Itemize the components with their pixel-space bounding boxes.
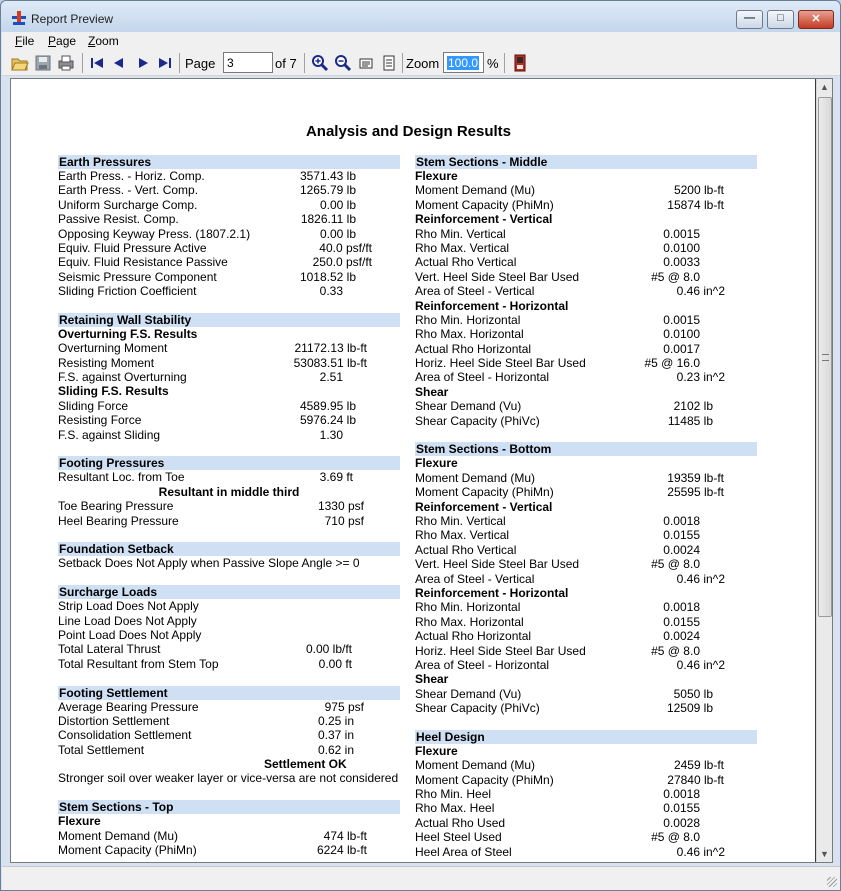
section-header: Footing Pressures xyxy=(58,456,400,470)
result-value: 40.0 psf/ft xyxy=(319,240,372,255)
result-value: 0.23 in^2 xyxy=(676,370,725,385)
page-count-label: of 7 xyxy=(275,56,297,71)
result-value: 6224 lb-ft xyxy=(316,843,367,858)
result-value: 0.00 ft xyxy=(318,656,352,671)
result-label: F.S. against Overturning xyxy=(58,370,187,385)
page-number-input[interactable]: 3 xyxy=(223,52,273,73)
subsection-title xyxy=(415,456,757,470)
result-value: #5 @ 16.0 xyxy=(644,356,700,371)
result-label: Resultant Loc. from Toe xyxy=(58,470,185,485)
result-row xyxy=(58,270,400,284)
result-value: 710 psf xyxy=(324,513,364,528)
result-row xyxy=(58,700,400,714)
zoom-label: Zoom xyxy=(406,56,440,71)
result-row xyxy=(415,528,757,542)
toolbar-separator xyxy=(402,53,403,73)
result-label: Earth Press. - Horiz. Comp. xyxy=(58,169,205,183)
result-value: #5 @ 8.0 xyxy=(651,643,700,658)
result-label: Total Resultant from Stem Top xyxy=(58,656,219,671)
result-label: Rho Max. Vertical xyxy=(415,240,510,255)
result-label: Horiz. Heel Side Steel Bar Used xyxy=(415,643,586,658)
result-row xyxy=(415,615,757,629)
toolbar-separator xyxy=(82,53,83,73)
section-header: Stem Sections - Bottom xyxy=(415,442,757,456)
result-value: 0.46 in^2 xyxy=(676,844,725,859)
result-row xyxy=(58,241,400,255)
result-value: 2459 lb-ft xyxy=(673,758,724,773)
result-row xyxy=(58,341,400,355)
result-row xyxy=(58,771,400,785)
result-value: 0.00 lb xyxy=(319,197,356,212)
report-page xyxy=(11,79,816,863)
result-value: 1826.11 lb xyxy=(300,212,356,227)
result-value: 1330 psf xyxy=(317,499,364,514)
toolbar-separator xyxy=(504,53,505,73)
window-title: Report Preview xyxy=(31,12,114,26)
subsection-title xyxy=(415,385,757,399)
result-value: 474 lb-ft xyxy=(323,828,367,843)
result-value: 3.69 ft xyxy=(319,470,353,485)
result-label: Equiv. Fluid Resistance Passive xyxy=(58,255,228,270)
result-row xyxy=(415,270,757,284)
status-message: Settlement OK xyxy=(264,757,347,772)
next-page-icon[interactable] xyxy=(134,54,152,72)
subsection-title xyxy=(415,169,757,183)
result-value: 0.46 in^2 xyxy=(676,284,725,299)
resize-grip-icon[interactable] xyxy=(827,877,837,887)
result-row xyxy=(58,599,400,613)
result-row xyxy=(58,728,400,742)
result-label: Heel Steel Used xyxy=(415,830,502,845)
result-label: Shear Capacity (PhiVc) xyxy=(415,701,540,716)
result-row xyxy=(415,758,757,772)
result-label: Rho Max. Horizontal xyxy=(415,614,524,629)
result-row xyxy=(58,829,400,843)
minimize-icon: — xyxy=(744,12,755,24)
spacer xyxy=(58,299,400,313)
result-row xyxy=(415,644,757,658)
scroll-thumb[interactable] xyxy=(818,97,832,617)
result-label: Passive Resist. Comp. xyxy=(58,212,179,227)
result-row xyxy=(58,198,400,212)
result-label: Reinforcement - Vertical xyxy=(415,212,553,227)
result-label: Distortion Settlement xyxy=(58,713,170,728)
toolbar xyxy=(2,50,840,76)
result-label: Rho Min. Vertical xyxy=(415,513,506,528)
result-label: Reinforcement - Horizontal xyxy=(415,298,569,313)
result-label: Flexure xyxy=(415,169,458,183)
result-label: Consolidation Settlement xyxy=(58,728,192,743)
save-icon[interactable] xyxy=(34,54,52,72)
result-value: 1265.79 lb xyxy=(299,183,356,198)
result-label: Rho Min. Heel xyxy=(415,787,492,802)
result-label: Uniform Surcharge Comp. xyxy=(58,197,198,212)
result-row xyxy=(415,629,757,643)
title-bar[interactable] xyxy=(1,1,840,32)
result-row xyxy=(58,284,400,298)
result-value: 0.46 in^2 xyxy=(676,571,725,586)
result-value: 1018.52 lb xyxy=(299,269,356,284)
result-value: 53083.51 lb-ft xyxy=(293,355,367,370)
section-header: Stem Sections - Top xyxy=(58,800,400,814)
result-label: Opposing Keyway Press. (1807.2.1) xyxy=(58,226,251,241)
result-value: 19359 lb-ft xyxy=(667,470,724,485)
result-label: Strip Load Does Not Apply xyxy=(58,599,199,614)
result-value: 0.0015 xyxy=(663,226,700,241)
result-row xyxy=(415,370,757,384)
result-value: 15874 lb-ft xyxy=(667,197,724,212)
result-label: Rho Max. Horizontal xyxy=(415,327,524,342)
result-label: Rho Min. Horizontal xyxy=(415,312,521,327)
result-row xyxy=(58,843,400,857)
result-label: Resisting Force xyxy=(58,413,142,428)
section-header: Heel Design xyxy=(415,730,757,744)
result-value: 21172.13 lb-ft xyxy=(294,341,367,356)
result-label: Actual Rho Used xyxy=(415,815,506,830)
subsection-title xyxy=(58,327,400,341)
result-row xyxy=(58,255,400,269)
result-label: Flexure xyxy=(415,743,458,758)
result-value: 1.30 xyxy=(319,427,343,442)
result-label: Actual Rho Horizontal xyxy=(415,629,532,644)
print-icon[interactable] xyxy=(57,54,75,72)
result-label: Moment Demand (Mu) xyxy=(415,758,536,773)
result-value: #5 @ 8.0 xyxy=(651,830,700,845)
last-page-icon[interactable] xyxy=(156,54,174,72)
result-row xyxy=(415,414,757,428)
open-folder-icon[interactable] xyxy=(11,54,29,72)
result-row xyxy=(58,642,400,656)
result-row xyxy=(415,342,757,356)
maximize-icon: □ xyxy=(777,12,784,24)
result-value: 27840 lb-ft xyxy=(667,772,724,787)
result-value: 4589.95 lb xyxy=(299,398,356,413)
whole-page-icon[interactable] xyxy=(380,54,398,72)
result-row xyxy=(58,356,400,370)
result-value: 0.37 in xyxy=(317,728,354,743)
result-row xyxy=(415,830,757,844)
subsection-title xyxy=(415,500,757,514)
spacer xyxy=(58,571,400,585)
result-row xyxy=(415,198,757,212)
result-label: Actual Rho Vertical xyxy=(415,542,517,557)
result-value: #5 @ 8.0 xyxy=(651,557,700,572)
result-label: Area of Steel - Horizontal xyxy=(415,657,550,672)
result-label: Rho Min. Vertical xyxy=(415,226,506,241)
result-label: Rho Max. Vertical xyxy=(415,528,510,543)
result-label: Sliding Force xyxy=(58,398,129,413)
menu-page[interactable]: Page xyxy=(48,34,77,48)
previous-page-icon[interactable] xyxy=(110,54,128,72)
result-value: 0.62 in xyxy=(317,742,354,757)
result-row xyxy=(415,514,757,528)
result-value: 5976.24 lb xyxy=(299,413,356,428)
result-label: Point Load Does Not Apply xyxy=(58,627,202,642)
result-label: Vert. Heel Side Steel Bar Used xyxy=(415,269,580,284)
result-row xyxy=(58,470,400,484)
minimize-button[interactable] xyxy=(736,10,763,29)
scroll-down-icon[interactable]: ▼ xyxy=(820,849,829,859)
result-label: Average Bearing Pressure xyxy=(58,699,199,714)
result-label: Area of Steel - Horizontal xyxy=(415,370,550,385)
subsection-title xyxy=(415,212,757,226)
result-label: Seismic Pressure Component xyxy=(58,269,217,284)
result-row xyxy=(415,801,757,815)
result-value: 2.51 xyxy=(319,370,343,385)
result-label: Shear Demand (Vu) xyxy=(415,399,522,414)
menu-file[interactable]: File xyxy=(15,34,35,48)
result-row xyxy=(58,370,400,384)
result-row xyxy=(415,399,757,413)
result-row xyxy=(415,356,757,370)
first-page-icon[interactable] xyxy=(88,54,106,72)
result-value: 0.0155 xyxy=(663,801,700,816)
result-label: Reinforcement - Horizontal xyxy=(415,585,569,600)
app-icon xyxy=(11,10,27,26)
result-label: Rho Max. Heel xyxy=(415,801,495,816)
zoom-value: 100.0 xyxy=(448,56,479,70)
result-label: Overturning F.S. Results xyxy=(58,326,198,341)
result-row xyxy=(415,255,757,269)
result-value: 5050 lb xyxy=(673,686,713,701)
result-value: 0.0100 xyxy=(663,327,700,342)
result-label: Shear Capacity (PhiVc) xyxy=(415,413,540,428)
result-label: Total Settlement xyxy=(58,742,145,757)
spacer xyxy=(58,442,400,456)
subsection-title xyxy=(415,744,757,758)
result-label: Shear Demand (Vu) xyxy=(415,686,522,701)
vertical-scrollbar[interactable] xyxy=(816,79,833,862)
result-value: 0.0018 xyxy=(663,787,700,802)
zoom-out-icon[interactable] xyxy=(334,54,352,72)
spacer xyxy=(415,428,757,442)
result-value: 0.0033 xyxy=(663,255,700,270)
result-label: Moment Demand (Mu) xyxy=(415,183,536,198)
result-value: 0.0017 xyxy=(663,341,700,356)
result-label: Earth Press. - Vert. Comp. xyxy=(58,183,199,198)
result-row xyxy=(415,327,757,341)
result-row xyxy=(415,543,757,557)
result-label: Moment Capacity (PhiMn) xyxy=(415,485,554,500)
report-right-column xyxy=(415,155,757,859)
result-label: Resisting Moment xyxy=(58,355,155,370)
toolbar-separator xyxy=(304,53,305,73)
result-label: Line Load Does Not Apply xyxy=(58,613,197,628)
result-label: Flexure xyxy=(58,814,101,829)
result-value: 250.0 psf/ft xyxy=(312,255,372,270)
result-label: Actual Rho Vertical xyxy=(415,255,517,270)
section-header: Foundation Setback xyxy=(58,542,400,556)
toolbar-separator xyxy=(179,53,180,73)
result-row xyxy=(415,557,757,571)
menu-zoom[interactable]: Zoom xyxy=(88,34,119,48)
result-value: 0.0018 xyxy=(663,513,700,528)
spacer xyxy=(58,528,400,542)
result-row xyxy=(415,183,757,197)
result-label: Total Lateral Thrust xyxy=(58,642,161,657)
result-row xyxy=(58,714,400,728)
result-value: 0.0155 xyxy=(663,614,700,629)
result-label: Reinforcement - Vertical xyxy=(415,499,553,514)
result-row xyxy=(58,614,400,628)
result-row xyxy=(415,701,757,715)
spacer xyxy=(58,786,400,800)
result-value: 11485 lb xyxy=(667,413,713,428)
result-label: Sliding Friction Coefficient xyxy=(58,284,197,299)
result-value: 0.0018 xyxy=(663,600,700,615)
result-row xyxy=(58,556,400,570)
result-value: 0.0024 xyxy=(663,629,700,644)
zoom-input[interactable] xyxy=(443,52,484,73)
spacer xyxy=(415,715,757,729)
result-label: Shear xyxy=(415,384,449,399)
result-label: Overturning Moment xyxy=(58,341,168,356)
result-value: 12509 lb xyxy=(666,701,713,716)
result-value: 0.0100 xyxy=(663,240,700,255)
result-row xyxy=(415,845,757,859)
result-row xyxy=(415,572,757,586)
result-row xyxy=(415,658,757,672)
result-label: Moment Capacity (PhiMn) xyxy=(58,843,197,858)
result-row xyxy=(415,241,757,255)
grip-icon xyxy=(822,354,829,361)
result-value: 0.33 xyxy=(319,284,343,299)
result-row xyxy=(415,787,757,801)
result-label: Setback Does Not Apply when Passive Slope Angle >= 0 xyxy=(58,556,360,571)
result-row xyxy=(58,499,400,513)
page-width-icon[interactable] xyxy=(357,54,375,72)
result-label: Heel Area of Steel xyxy=(415,844,512,859)
result-row xyxy=(58,413,400,427)
result-value: 0.0028 xyxy=(663,815,700,830)
result-value: 25595 lb-ft xyxy=(667,485,724,500)
result-value: 0.00 lb xyxy=(319,226,356,241)
result-label: Actual Rho Horizontal xyxy=(415,341,532,356)
result-label: Moment Demand (Mu) xyxy=(58,828,179,843)
page-label: Page xyxy=(185,56,216,71)
result-label: Moment Capacity (PhiMn) xyxy=(415,772,554,787)
spacer xyxy=(58,671,400,685)
subsection-title xyxy=(58,814,400,828)
result-row xyxy=(415,313,757,327)
result-label: Area of Steel - Vertical xyxy=(415,571,535,586)
result-label: Rho Min. Horizontal xyxy=(415,600,521,615)
result-label: Shear xyxy=(415,672,449,687)
result-value: 975 psf xyxy=(324,699,364,714)
result-label: Equiv. Fluid Pressure Active xyxy=(58,240,207,255)
result-row xyxy=(58,212,400,226)
result-row xyxy=(58,628,400,642)
result-row xyxy=(58,399,400,413)
percent-label: % xyxy=(487,56,499,71)
result-row xyxy=(415,485,757,499)
result-value: 0.00 lb/ft xyxy=(305,642,352,657)
subsection-title xyxy=(415,672,757,686)
result-label: Moment Demand (Mu) xyxy=(415,470,536,485)
result-label: Sliding F.S. Results xyxy=(58,384,169,399)
result-label: Flexure xyxy=(415,456,458,471)
section-header: Footing Settlement xyxy=(58,686,400,700)
result-row xyxy=(58,428,400,442)
result-label: Area of Steel - Vertical xyxy=(415,284,535,299)
result-value: 0.46 in^2 xyxy=(676,657,725,672)
menu-bar xyxy=(2,32,840,50)
result-row xyxy=(415,284,757,298)
scroll-up-icon[interactable]: ▲ xyxy=(820,82,829,92)
result-row xyxy=(58,743,400,757)
section-header: Stem Sections - Middle xyxy=(415,155,757,169)
result-value: 0.25 in xyxy=(317,713,354,728)
exit-icon[interactable] xyxy=(511,54,529,72)
close-icon: ✕ xyxy=(811,13,821,25)
result-value: 2102 lb xyxy=(673,399,713,414)
result-row xyxy=(58,169,400,183)
result-value: 0.0015 xyxy=(663,312,700,327)
result-value: 0.0024 xyxy=(663,542,700,557)
result-label: Toe Bearing Pressure xyxy=(58,499,174,514)
result-row xyxy=(58,514,400,528)
result-row xyxy=(58,183,400,197)
report-title: Analysis and Design Results xyxy=(305,123,512,140)
subsection-title xyxy=(58,384,400,398)
result-label: Horiz. Heel Side Steel Bar Used xyxy=(415,356,586,371)
status-message: Resultant in middle third xyxy=(158,484,300,499)
result-row xyxy=(415,227,757,241)
section-header: Earth Pressures xyxy=(58,155,400,169)
result-value: #5 @ 8.0 xyxy=(651,269,700,284)
result-value: 5200 lb-ft xyxy=(673,183,724,198)
result-row xyxy=(415,687,757,701)
result-label: Moment Capacity (PhiMn) xyxy=(415,197,554,212)
result-label: F.S. against Sliding xyxy=(58,427,161,442)
zoom-in-icon[interactable] xyxy=(311,54,329,72)
status-bar xyxy=(2,866,840,890)
result-row xyxy=(415,773,757,787)
result-value: 0.0155 xyxy=(663,528,700,543)
result-row xyxy=(415,816,757,830)
result-row xyxy=(415,600,757,614)
maximize-button[interactable] xyxy=(767,10,794,29)
close-button[interactable] xyxy=(798,10,834,29)
report-left-column xyxy=(58,155,400,857)
result-label: Vert. Heel Side Steel Bar Used xyxy=(415,557,580,572)
result-row xyxy=(58,227,400,241)
subsection-title xyxy=(415,586,757,600)
result-label: Stronger soil over weaker layer or vice-versa are not considered xyxy=(58,771,399,786)
result-label: Heel Bearing Pressure xyxy=(58,513,179,528)
section-header: Surcharge Loads xyxy=(58,585,400,599)
preview-viewport[interactable] xyxy=(10,78,833,863)
subsection-title xyxy=(415,299,757,313)
result-row xyxy=(415,471,757,485)
section-header: Retaining Wall Stability xyxy=(58,313,400,327)
result-row xyxy=(58,657,400,671)
result-value: 3571.43 lb xyxy=(299,169,356,183)
